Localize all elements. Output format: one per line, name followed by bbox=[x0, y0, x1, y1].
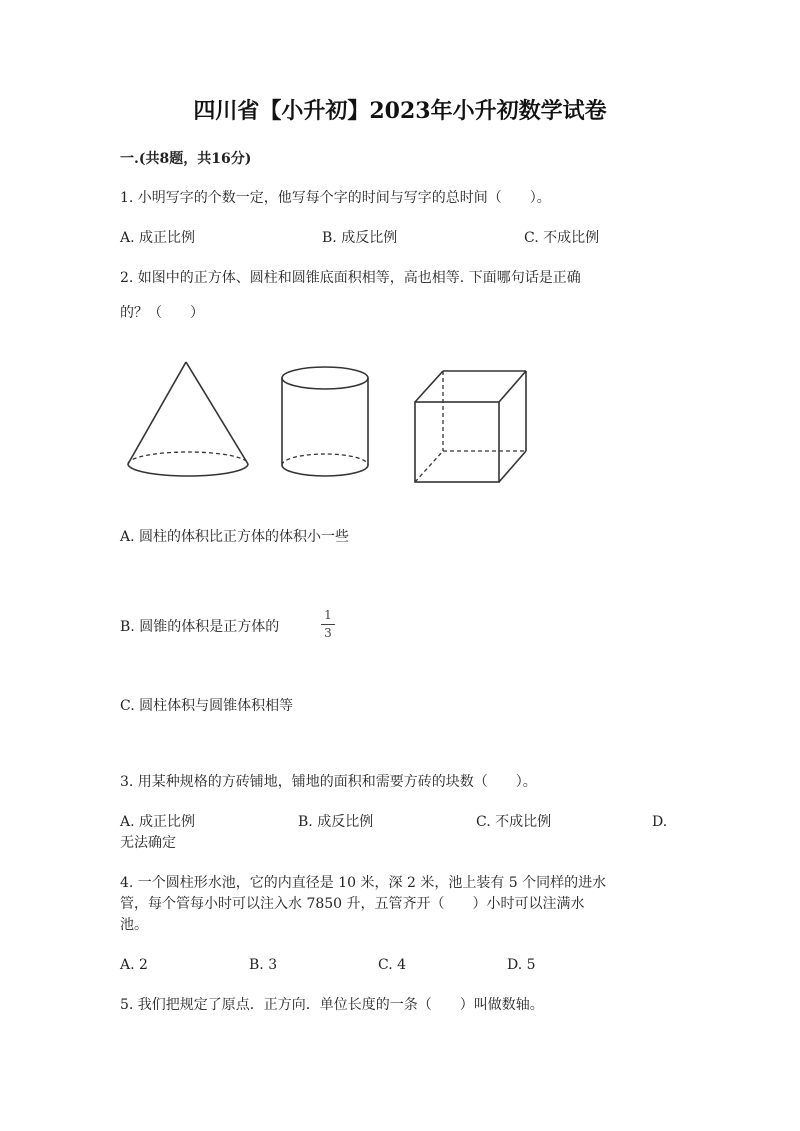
fraction-one-third bbox=[320, 609, 336, 640]
cube-icon bbox=[412, 368, 530, 486]
question-2-option-b: B. 圆锥的体积是正方体的 bbox=[120, 619, 280, 635]
question-2-stem-line-2: 的？（ ） bbox=[120, 305, 204, 321]
question-5-stem: 5. 我们把规定了原点．正方向．单位长度的一条（ ）叫做数轴。 bbox=[120, 997, 544, 1013]
question-3-option-d-text: 无法确定 bbox=[120, 835, 176, 851]
page-title: 四川省【小升初】2023年小升初数学试卷 bbox=[193, 98, 607, 124]
question-4-option-c: C. 4 bbox=[378, 957, 407, 973]
fraction-denominator: 3 bbox=[324, 626, 332, 640]
question-4-stem-line-2: 管，每个管每小时可以注入水 7850 升，五管齐开（ ）小时可以注满水 bbox=[120, 896, 585, 912]
question-3-option-c: C. 不成比例 bbox=[476, 814, 552, 830]
question-2-option-a: A. 圆柱的体积比正方体的体积小一些 bbox=[120, 529, 350, 545]
fraction-bar bbox=[321, 624, 335, 625]
question-3-option-d: D. bbox=[652, 814, 668, 830]
question-4-option-b: B. 3 bbox=[249, 957, 278, 973]
cone-icon bbox=[124, 360, 252, 480]
question-1-option-a: A. 成正比例 bbox=[120, 230, 196, 246]
cylinder-icon bbox=[280, 365, 372, 485]
question-3-stem: 3. 用某种规格的方砖铺地，铺地的面积和需要方砖的块数（ ）。 bbox=[120, 774, 537, 790]
question-2-stem-line-1: 2. 如图中的正方体、圆柱和圆锥底面积相等，高也相等. 下面哪句话是正确 bbox=[120, 270, 581, 286]
question-3-option-a: A. 成正比例 bbox=[120, 814, 196, 830]
question-4-stem-line-3: 池。 bbox=[120, 917, 148, 933]
question-4-option-a: A. 2 bbox=[120, 957, 148, 973]
question-1-option-b: B. 成反比例 bbox=[322, 230, 398, 246]
question-2-option-c: C. 圆柱体积与圆锥体积相等 bbox=[120, 698, 294, 714]
question-1-option-c: C. 不成比例 bbox=[524, 230, 600, 246]
section-heading: 一.(共8题，共16分) bbox=[120, 151, 252, 167]
question-3-option-b: B. 成反比例 bbox=[298, 814, 374, 830]
question-4-stem-line-1: 4. 一个圆柱形水池，它的内直径是 10 米，深 2 米，池上装有 5 个同样的进水 bbox=[120, 875, 607, 891]
question-4-option-d: D. 5 bbox=[507, 957, 536, 973]
question-1-stem: 1. 小明写字的个数一定，他写每个字的时间与写字的总时间（ ）。 bbox=[120, 190, 551, 206]
fraction-numerator: 1 bbox=[324, 608, 332, 622]
